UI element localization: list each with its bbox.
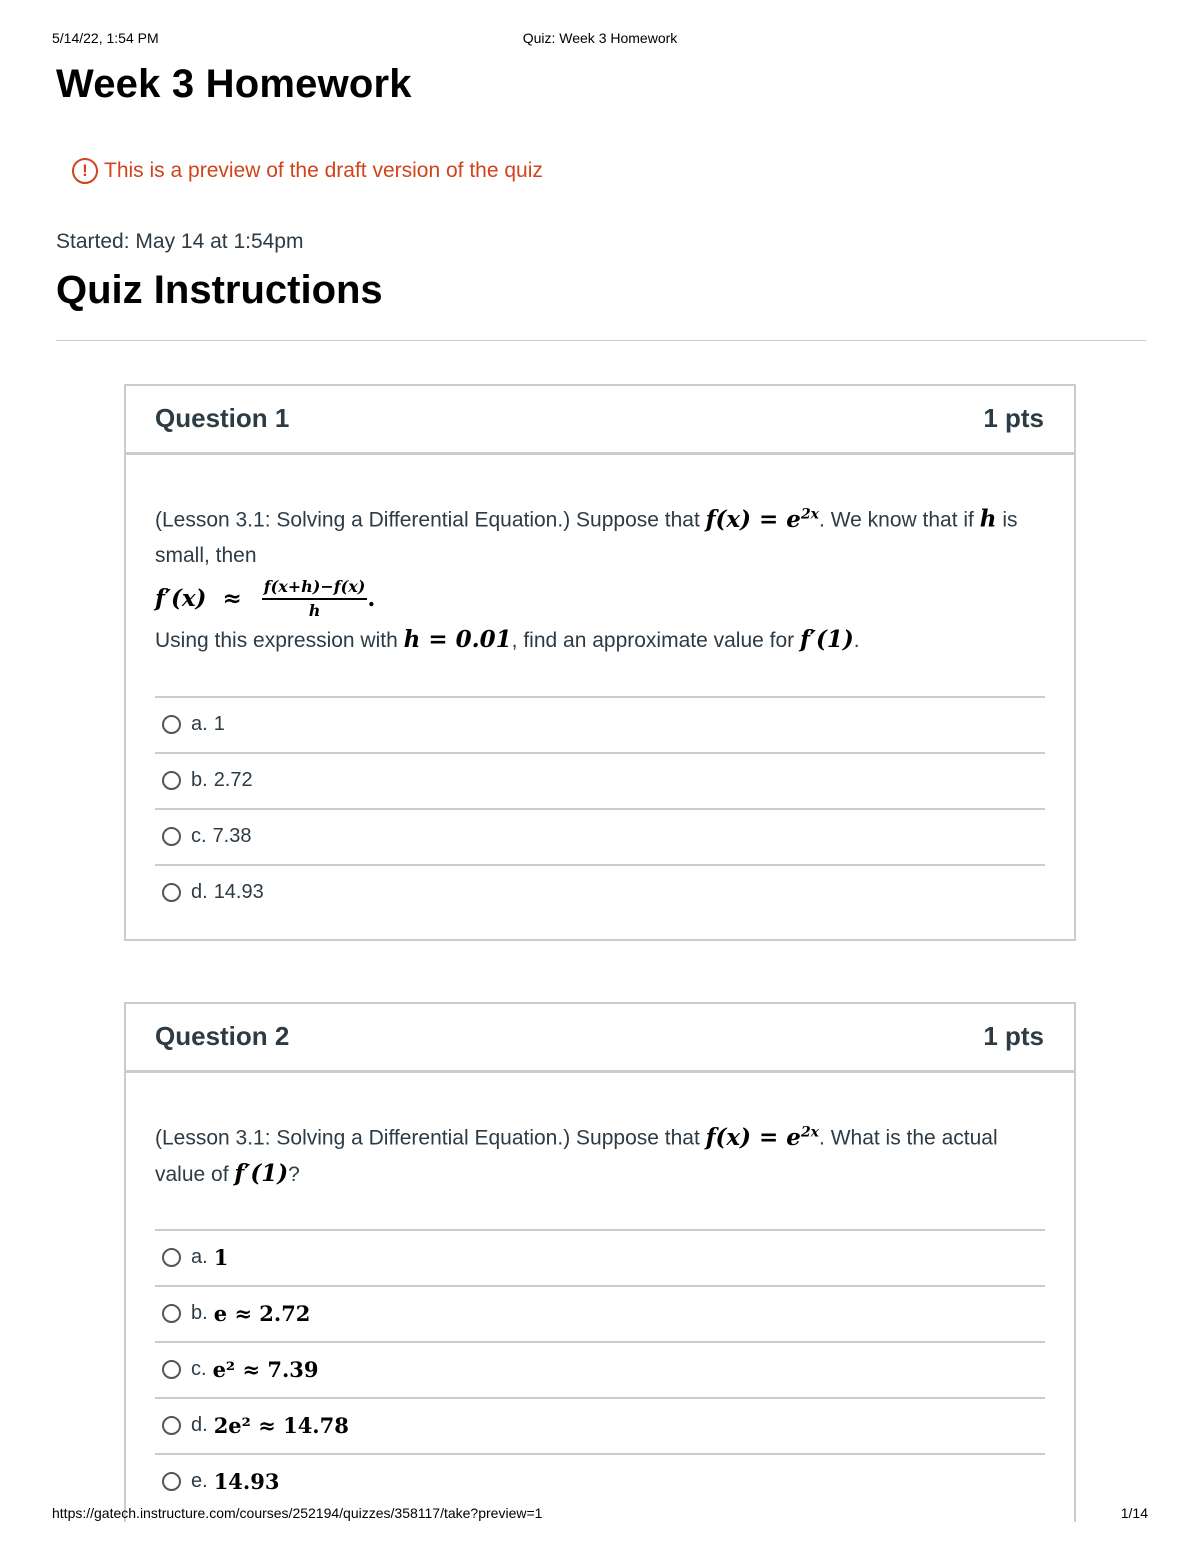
question-text-part: . We know that if [819, 508, 974, 532]
answer-list [155, 1229, 1045, 1509]
answer-value: 1 [213, 713, 225, 736]
radio-button[interactable] [162, 715, 181, 734]
print-footer [52, 1505, 1148, 1525]
question-body [126, 455, 1074, 920]
question-text-2 [155, 625, 1045, 656]
question-body [126, 1073, 1074, 1509]
preview-notice-text: This is a preview of the draft version of the quiz [104, 159, 543, 182]
started-label: Started: [56, 230, 130, 253]
divider [56, 340, 1146, 341]
question-header [126, 1004, 1074, 1073]
answer-value: 7.38 [212, 825, 252, 848]
question-text [155, 1073, 1045, 1192]
math-fx [706, 506, 819, 533]
question-text-part: . [853, 628, 860, 652]
answer-value: 14.93 [213, 881, 264, 904]
answer-value: 14.93 [213, 1469, 280, 1495]
answer-letter: d. [191, 1414, 208, 1437]
math-fx [706, 1124, 819, 1151]
started-info [56, 230, 303, 254]
answer-list [155, 696, 1045, 920]
radio-button[interactable] [162, 1360, 181, 1379]
radio-button[interactable] [162, 1416, 181, 1435]
radio-button[interactable] [162, 883, 181, 902]
started-value: May 14 at 1:54pm [135, 230, 304, 253]
radio-button[interactable] [162, 1472, 181, 1491]
math-period: . [367, 585, 376, 613]
math-fprime1: f′(1) [234, 1159, 289, 1187]
print-date: 5/14/22, 1:54 PM [52, 30, 159, 46]
math-fx-base: f(x) = e [705, 1123, 801, 1151]
answer-option[interactable] [155, 1231, 1045, 1287]
radio-button[interactable] [162, 771, 181, 790]
print-header [52, 30, 1148, 50]
answer-option[interactable] [155, 810, 1045, 866]
math-exponent: 2x [800, 506, 820, 522]
answer-letter: a. [191, 1246, 208, 1269]
answer-letter: c. [191, 1358, 207, 1381]
answer-letter: b. [191, 1302, 208, 1325]
math-h: h [979, 505, 997, 533]
answer-option[interactable] [155, 1399, 1045, 1455]
radio-button[interactable] [162, 1248, 181, 1267]
page-number: 1/14 [1120, 1505, 1148, 1521]
answer-letter: b. [191, 769, 208, 792]
question-text [155, 455, 1045, 573]
answer-option[interactable] [155, 1455, 1045, 1509]
answer-value: e² ≈ 7.39 [212, 1357, 319, 1383]
question-text-part: . What is the actual value of [155, 1126, 998, 1186]
print-title: Quiz: Week 3 Homework [522, 30, 678, 46]
radio-button[interactable] [162, 1304, 181, 1323]
question-points: 1 pts [983, 1021, 1044, 1051]
answer-option[interactable] [155, 698, 1045, 754]
page-title: Week 3 Homework [56, 62, 412, 106]
answer-option[interactable] [155, 754, 1045, 810]
answer-value: 2.72 [213, 769, 253, 792]
math-fprime1: f′(1) [800, 625, 854, 653]
fraction-numerator: f(x+h)−f(x) [262, 579, 368, 600]
question-text-part: (Lesson 3.1: Solving a Differential Equation.) Suppose that [155, 1126, 700, 1150]
question-text-part: is small, then [155, 508, 1018, 567]
math-h-value: h = 0.01 [403, 625, 512, 653]
question-header [126, 386, 1074, 455]
question-1 [124, 384, 1076, 941]
approximation-formula [155, 573, 1045, 625]
print-url: https://gatech.instructure.com/courses/252194/quizzes/358117/take?preview=1 [52, 1505, 543, 1521]
question-points: 1 pts [983, 403, 1044, 433]
question-text-part: (Lesson 3.1: Solving a Differential Equation.) Suppose that [155, 508, 700, 532]
answer-option[interactable] [155, 1343, 1045, 1399]
question-text-part: ? [288, 1162, 300, 1186]
question-text-part: , find an approximate value for [511, 628, 795, 652]
fraction-denominator: h [308, 600, 321, 620]
math-fraction [262, 576, 368, 620]
answer-value: e ≈ 2.72 [213, 1301, 311, 1327]
question-text-part: Using this expression with [155, 628, 398, 652]
answer-letter: c. [191, 825, 207, 848]
question-title: Question 2 [155, 1021, 290, 1051]
math-approx-lhs: f′(x) ≈ [155, 585, 242, 613]
answer-option[interactable] [155, 1287, 1045, 1343]
answer-letter: a. [191, 713, 208, 736]
answer-value: 1 [213, 1245, 229, 1271]
answer-option[interactable] [155, 866, 1045, 920]
warning-icon: ! [72, 158, 98, 184]
answer-letter: d. [191, 881, 208, 904]
question-title: Question 1 [155, 403, 290, 433]
answer-value: 2e² ≈ 14.78 [213, 1413, 349, 1439]
quiz-instructions-title: Quiz Instructions [56, 268, 383, 312]
math-fx-base: f(x) = e [705, 505, 801, 533]
radio-button[interactable] [162, 827, 181, 846]
question-2 [124, 1002, 1076, 1522]
answer-letter: e. [191, 1470, 208, 1493]
preview-notice [72, 158, 543, 184]
math-exponent: 2x [800, 1124, 820, 1140]
